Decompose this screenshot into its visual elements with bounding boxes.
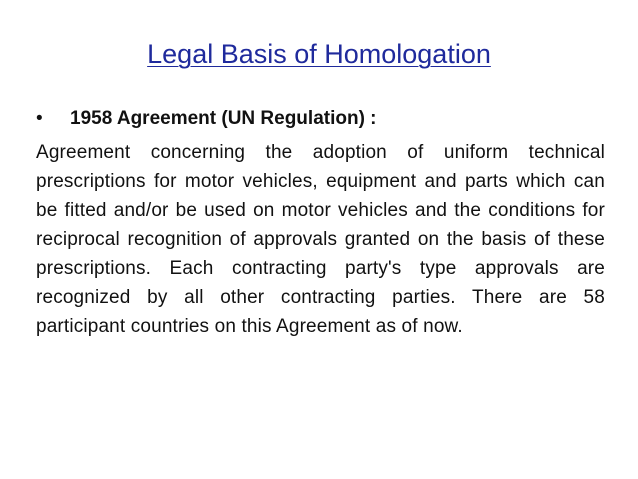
bullet-item: [36, 105, 616, 133]
bullet-marker: •: [36, 108, 43, 129]
bullet-heading: 1958 Agreement (UN Regulation) :: [70, 108, 377, 129]
slide-title: Legal Basis of Homologation: [147, 39, 491, 69]
body-paragraph: Agreement concerning the adoption of uniform technical prescriptions for motor vehicles, equipment and parts which can be fitted and/or be used on motor vehicles and the conditions for reciprocal recognition of approvals granted on the basis of these prescriptions. Each contracting party's type approvals are recognized by all other contracting parties. There are 58 participant countries on this Agreement as of now.: [36, 142, 605, 337]
